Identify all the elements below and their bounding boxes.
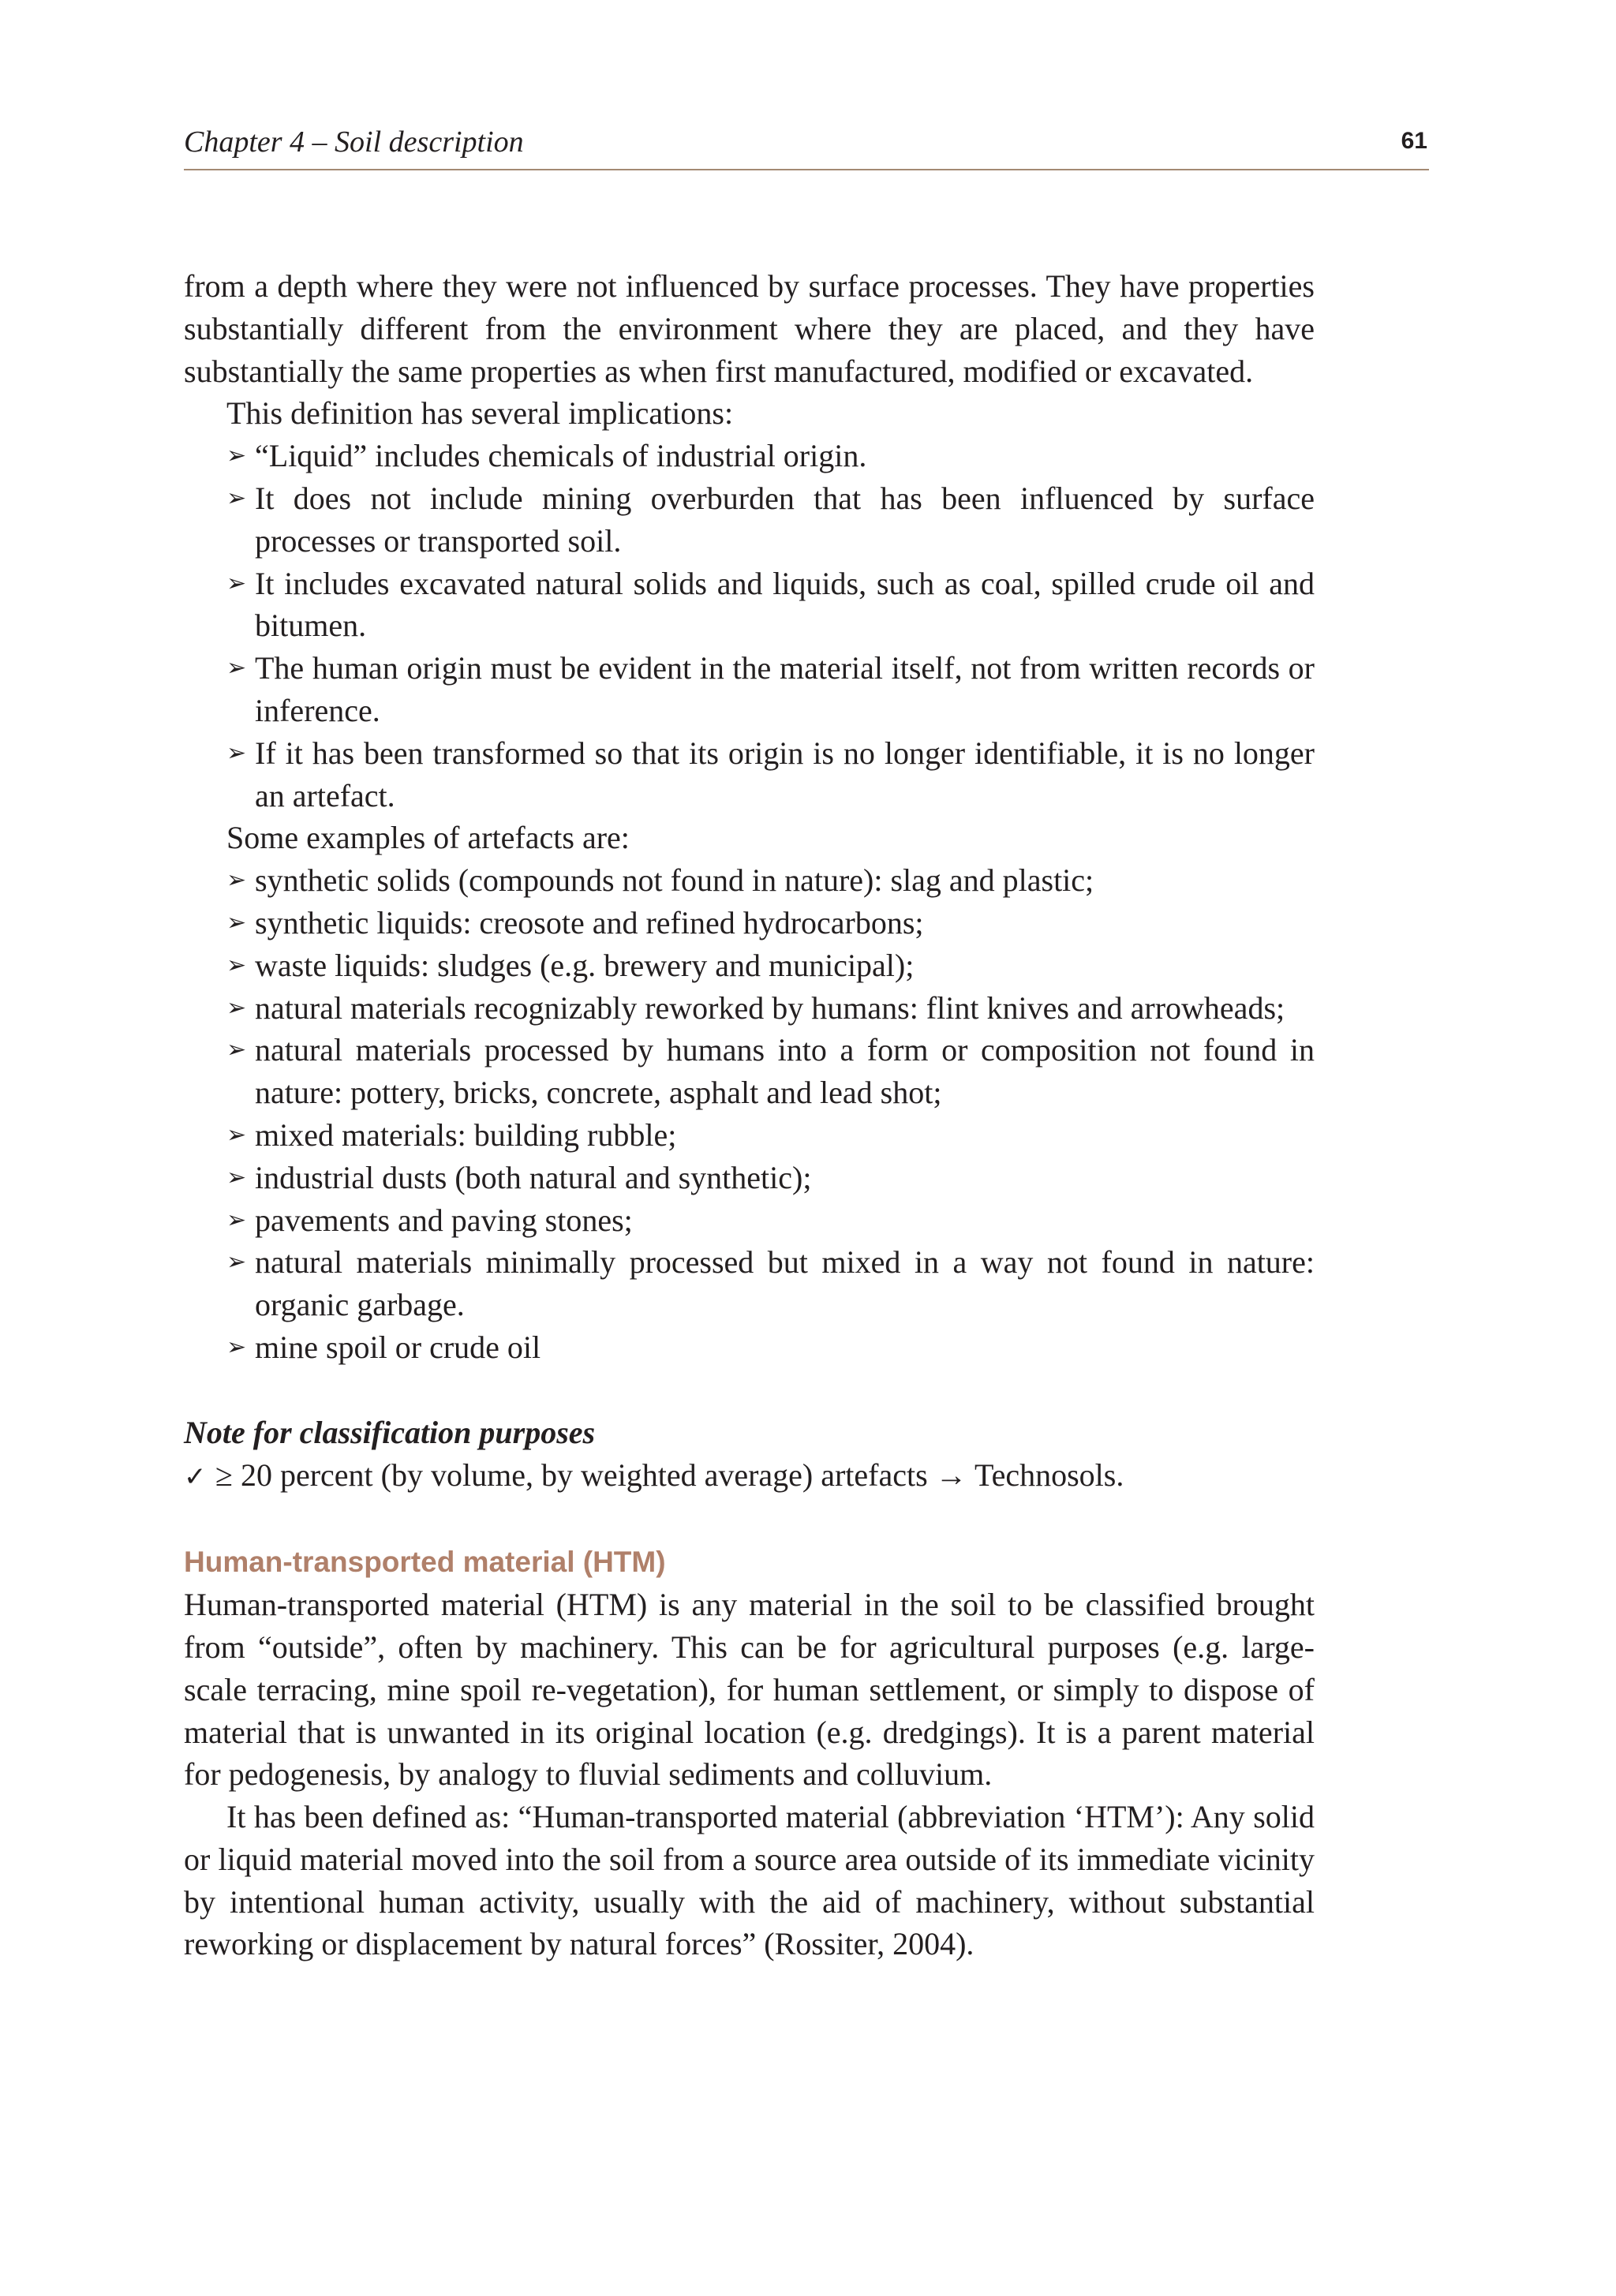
arrow-bullet-icon: ➢ <box>226 1120 247 1149</box>
arrow-bullet-icon: ➢ <box>226 569 247 597</box>
arrow-bullet-icon: ➢ <box>226 866 247 895</box>
arrow-bullet-icon: ➢ <box>226 1248 247 1277</box>
list-item-text: pavements and paving stones; <box>255 1202 633 1238</box>
list-item-text: mixed materials: building rubble; <box>255 1116 677 1153</box>
arrow-bullet-icon: ➢ <box>226 484 247 512</box>
list-item-text: natural materials minimally processed but mixed in a way not found in nature: organic garbage. <box>255 1244 1315 1323</box>
intro-paragraph: from a depth where they were not influenced by surface processes. They have properties substantially different from the environment where they are placed, and they have substantially the same properties as when first manufactured, modified or excavated. <box>184 268 1315 389</box>
arrow-bullet-icon: ➢ <box>226 908 247 937</box>
arrow-bullet-icon: ➢ <box>226 1333 247 1361</box>
list-item <box>184 1199 1315 1242</box>
arrow-bullet-icon: ➢ <box>226 1206 247 1234</box>
list-item <box>184 1241 1315 1326</box>
arrow-bullet-icon: ➢ <box>226 654 247 682</box>
list-item <box>184 1157 1315 1199</box>
list-item-text: natural materials processed by humans into a form or composition not found in nature: pottery, bricks, concrete, asphalt and lead shot; <box>255 1032 1315 1111</box>
list-item-text: The human origin must be evident in the material itself, not from written records or inference. <box>255 650 1315 728</box>
list-item-text: synthetic liquids: creosote and refined hydrocarbons; <box>255 904 924 940</box>
implications-list <box>184 435 1315 817</box>
list-item-text: mine spoil or crude oil <box>255 1329 541 1365</box>
list-item-text: It does not include mining overburden that has been influenced by surface processes or transported soil. <box>255 480 1315 559</box>
checkmark-icon: ✓ <box>184 1460 207 1493</box>
examples-intro: Some examples of artefacts are: <box>226 820 630 856</box>
list-item <box>184 859 1315 902</box>
list-item-text: “Liquid” includes chemicals of industrial origin. <box>255 438 867 474</box>
arrow-bullet-icon: ➢ <box>226 1163 247 1191</box>
classification-note <box>184 1412 1315 1499</box>
list-item <box>184 477 1315 563</box>
list-item <box>184 647 1315 732</box>
running-title: Chapter 4 – Soil description <box>184 125 524 159</box>
list-item <box>184 732 1315 817</box>
list-item-text: synthetic solids (compounds not found in nature): slag and plastic; <box>255 862 1094 899</box>
section-paragraph-1: Human-transported material (HTM) is any material in the soil to be classified brought from “outside”, often by machinery. This can be for agricultural purposes (e.g. large-scale terracing, mine spoil re-vegetation), for human settlement, or simply to dispose of material that is unwanted in its original location (e.g. dredgings). It is a parent material for pedogenesis, by analogy to fluvial sediments and colluvium. <box>184 1587 1315 1793</box>
page-number: 61 <box>1401 128 1427 154</box>
list-item <box>184 987 1315 1030</box>
list-item-text: natural materials recognizably reworked by humans: flint knives and arrowheads; <box>255 989 1285 1026</box>
list-item <box>184 1114 1315 1157</box>
list-item <box>184 902 1315 944</box>
note-title: Note for classification purposes <box>184 1414 596 1450</box>
arrow-bullet-icon: ➢ <box>226 442 247 470</box>
examples-list <box>184 859 1315 1369</box>
arrow-bullet-icon: ➢ <box>226 739 247 767</box>
page-body <box>184 265 1315 1965</box>
list-item-text: industrial dusts (both natural and synthetic); <box>255 1159 812 1195</box>
running-header <box>184 120 1429 170</box>
list-item-text: waste liquids: sludges (e.g. brewery and municipal); <box>255 947 915 983</box>
list-item <box>184 435 1315 477</box>
arrow-bullet-icon: ➢ <box>226 993 247 1022</box>
section-heading: Human-transported material (HTM) <box>184 1546 666 1579</box>
list-item <box>184 944 1315 987</box>
note-text: ≥ 20 percent (by volume, by weighted average) artefacts → Technosols. <box>215 1457 1124 1493</box>
arrow-bullet-icon: ➢ <box>226 1036 247 1064</box>
implications-intro: This definition has several implications: <box>226 395 734 432</box>
arrow-bullet-icon: ➢ <box>226 951 247 979</box>
list-item <box>184 1029 1315 1114</box>
section-paragraph-2: It has been defined as: “Human-transported material (abbreviation ‘HTM’): Any solid or liquid material moved into the soil from a source area outside of its immediate vicinity by intentional human activity, usually with the aid of machinery, without substantial reworking or displacement by natural forces” (Rossiter, 2004). <box>184 1799 1315 1962</box>
list-item <box>184 563 1315 648</box>
note-criterion <box>184 1454 1315 1499</box>
list-item-text: It includes excavated natural solids and liquids, such as coal, spilled crude oil and bitumen. <box>255 565 1315 644</box>
list-item-text: If it has been transformed so that its origin is no longer identifiable, it is no longer an artefact. <box>255 735 1315 813</box>
list-item <box>184 1326 1315 1369</box>
